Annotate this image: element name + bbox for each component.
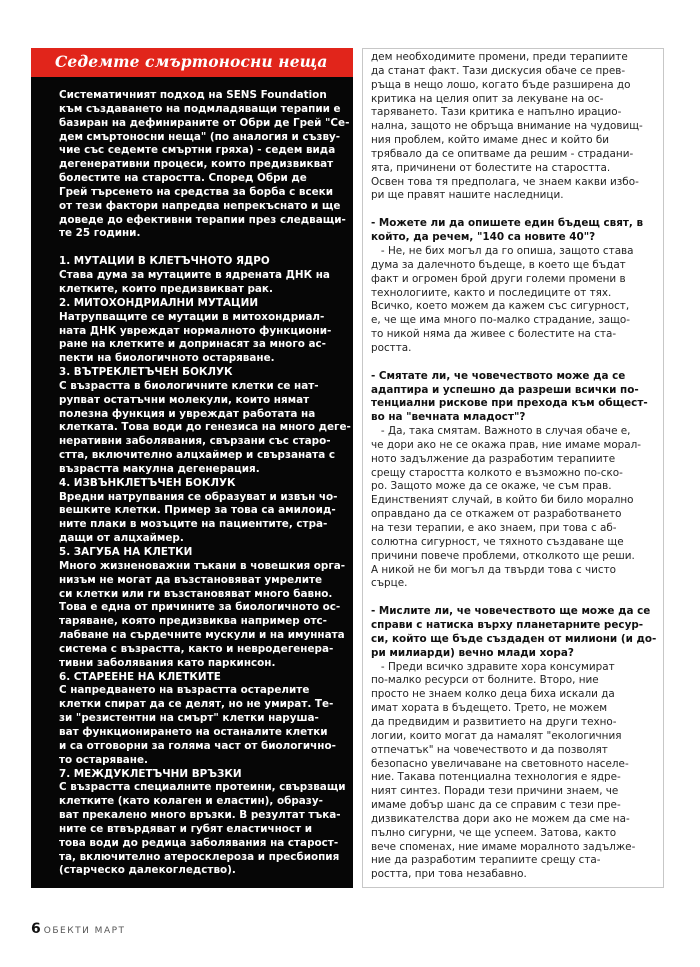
text-line: логии, които могат да намалят "екологичния	[371, 729, 622, 742]
text-line: низъм не могат да възстановяват умрелите	[59, 573, 323, 586]
text-line: е, че ще има много по-малко страдание, защо-	[371, 314, 630, 327]
text-line: ният синтез. Поради тези причини знаем, че	[371, 785, 619, 798]
text-line: ро. Защото може да се окаже, че съм прав.	[371, 480, 612, 493]
text-line: (старческо далекогледство).	[59, 864, 236, 877]
text-line: 1. МУТАЦИИ В КЛЕТЪЧНОТО ЯДРО	[59, 255, 270, 268]
text-line: Вредни натрупвания се образуват и извън чо-	[59, 490, 338, 503]
text-line: дащи от алцхаймер.	[59, 532, 184, 545]
text-line: ростта, при това незабавно.	[371, 868, 527, 881]
text-line: тивни заболявания като паркинсон.	[59, 656, 276, 669]
text-line: Става дума за мутациите в ядрената ДНК на	[59, 269, 330, 282]
text-line: таряването. Тази критика е напълно ирацио-	[371, 106, 622, 119]
question-3	[371, 605, 663, 660]
text-line: клетките (като колаген и еластин), образу-	[59, 795, 323, 808]
text-line: на тези терапии, е ако знаем, при това с аб-	[371, 522, 617, 534]
text-line: тенциални рискове при прехода към общест-	[371, 397, 648, 410]
text-line: А никой не би могъл да твърди това с чисто	[371, 563, 616, 576]
text-line: - Мислите ли, че човечеството ще може да се	[371, 605, 651, 618]
sidebar-title: Седемте смъртоносни неща	[55, 52, 328, 71]
text-line: - Смятате ли, че човечеството може да се	[371, 369, 626, 382]
text-line: да предвидим и развитието на други техно-	[371, 715, 617, 728]
sidebar-body	[59, 89, 351, 878]
text-line: възрастта макулна дегенерация.	[59, 462, 260, 475]
text-line: Систематичният подход на SENS Foundation	[59, 89, 327, 101]
text-line: ние да разработим терапиите срещу ста-	[371, 854, 601, 867]
text-line: ват функционирането на останалите клетки	[59, 725, 328, 738]
text-line: 4. ИЗВЪНКЛЕТЪЧЕН БОКЛУК	[59, 476, 236, 489]
text-line: пекти на биологичното остаряване.	[59, 352, 275, 365]
text-line: - Преди всичко здравите хора консумират	[371, 660, 615, 673]
text-line: 3. ВЪТРЕКЛЕТЪЧЕН БОКЛУК	[59, 366, 233, 379]
text-line: дем необходимите промени, преди терапиите	[371, 51, 628, 63]
text-line: дума за далечното бъдеще, в което ще бъдат	[371, 258, 626, 271]
sidebar-header	[31, 48, 353, 77]
text-line: справи с натиска върху планетарните ресур-	[371, 619, 644, 632]
text-line: рупват остатъчни молекули, които нямат	[59, 393, 310, 406]
question-2	[371, 370, 663, 425]
text-line: ране на клетките и допринасят за много ас-	[59, 338, 326, 351]
text-line: към създаването на подмладяващи терапии е	[59, 102, 341, 115]
text-line: ната ДНК увреждат нормалното функциони-	[59, 324, 332, 337]
interview-body	[371, 51, 663, 882]
question-1	[371, 217, 663, 245]
text-line: да станат факт. Тази дискусия обаче се прев-	[371, 64, 626, 77]
text-line: клетки спират да се делят, но не умират. Те-	[59, 698, 334, 711]
text-line: дем смъртоносни неща" (по аналогия и съзву-	[59, 130, 341, 143]
text-line: ния проблем, който имаме днес и който би	[371, 134, 610, 147]
text-line: стта, включително алцхаймер и свързаната с	[59, 449, 335, 462]
text-line: лабване на сърдечните мускули и на имунната	[59, 629, 345, 642]
text-line: клетката. Това води до генезиса на много деге-	[59, 421, 351, 434]
text-line: пълно сигурни, че ще успеем. Затова, както	[371, 826, 617, 839]
text-line: ните плаки в мозъците на пациентите, стра-	[59, 518, 328, 531]
text-line: 5. ЗАГУБА НА КЛЕТКИ	[59, 546, 193, 558]
text-line: С възрастта в биологичните клетки се нат-	[59, 379, 319, 392]
text-line: базиран на дефинираните от Обри де Грей "Се-	[59, 116, 350, 129]
text-line: вече споменах, ние имаме моралното задълже-	[371, 840, 636, 853]
text-line: Всичко, което можем да кажем със сигурност,	[371, 300, 630, 313]
text-line: то никой няма да живее с болестите на ста-	[371, 328, 617, 341]
text-line: Грей търсенето на средства за борба с всеки	[59, 185, 333, 198]
answer-3	[371, 661, 663, 883]
text-line: болестите на старостта. Според Обри де	[59, 172, 307, 185]
sidebar-intro	[59, 89, 351, 241]
text-line: отпечатък" на човечеството и да позволят	[371, 743, 608, 756]
text-line: си клетки или ги възстановяват много бавно.	[59, 587, 333, 600]
answer-1	[371, 245, 663, 356]
text-line: сърце.	[371, 577, 408, 590]
text-line: ростта.	[371, 341, 412, 354]
text-line: дизвикателства дори ако не можем да сме на-	[371, 812, 630, 825]
text-line: С напредването на възрастта остарелите	[59, 684, 310, 697]
text-line: оправдано да се откажем от разработването	[371, 508, 622, 521]
text-line: 6. СТАРЕЕНЕ НА КЛЕТКИТЕ	[59, 670, 221, 683]
text-line: вешките клетки. Пример за това са амилоид-	[59, 504, 336, 517]
answer-2	[371, 425, 663, 591]
paragraph-continued	[371, 51, 663, 203]
text-line: трябвало да се опитваме да решим - страдани-	[371, 147, 634, 160]
text-line: нална, защото не обръща внимание на чудовищ-	[371, 120, 643, 133]
text-line: ват прекалено много връзки. В резултат тъка-	[59, 809, 341, 822]
text-line: по-малко ресурси от болните. Второ, ние	[371, 674, 599, 687]
text-line: ното задължение да разработим терапиите	[371, 452, 616, 465]
text-line: срещу старостта колкото е възможно по-ско-	[371, 466, 623, 479]
text-line: ните се втвърдяват и губят еластичност и	[59, 822, 313, 835]
text-line: Единственият случай, в който би било морално	[371, 494, 634, 507]
text-line: солютна сигурност, че тяхното създаване ще	[371, 535, 624, 548]
text-line: - Не, не бих могъл да го опиша, защото става	[371, 244, 634, 257]
text-line: - Да, така смятам. Важното в случая обаче е,	[371, 425, 631, 438]
text-line: С възрастта специалните протеини, свързващи	[59, 781, 346, 794]
text-line: ръща в нещо лошо, когато бъде разширена до	[371, 78, 631, 91]
page-footer	[31, 918, 126, 937]
text-line: та, включително атеросклероза и пресбиопия	[59, 850, 340, 863]
text-line: доведе до ефективни терапии през следващи-	[59, 213, 346, 226]
text-line: Много жизненоважни тъкани в човешкия орга-	[59, 559, 346, 572]
text-line: 2. МИТОХОНДРИАЛНИ МУТАЦИИ	[59, 296, 259, 309]
text-line: технологиите, както и последиците от тях.	[371, 286, 612, 299]
text-line: и са отговорни за голяма част от биологично-	[59, 739, 336, 752]
sidebar-list	[59, 255, 351, 878]
text-line: от тези фактори напредва непрекъснато и ще	[59, 199, 341, 212]
text-line: те 25 години.	[59, 227, 141, 240]
text-line: си, който ще бъде създаден от милиони (и до-	[371, 632, 657, 645]
text-line: безопасно увеличаване на световното населе-	[371, 757, 629, 770]
text-line: факт и огромен брой други големи промени в	[371, 272, 626, 285]
text-line: имаме добър шанс да се справим с тези пре-	[371, 799, 621, 812]
text-line: критика на целия опит за лекуване на ос-	[371, 92, 604, 105]
magazine-name: ОБЕКТИ МАРТ	[43, 926, 126, 936]
text-line: ри милиарди) вечно млади хора?	[371, 646, 574, 659]
text-line: ри ще правят нашите наследници.	[371, 189, 564, 202]
text-line: клетките, които предизвикват рак.	[59, 282, 273, 295]
text-line: то остаряване.	[59, 753, 148, 766]
page-number: 6	[31, 921, 41, 937]
text-line: Натрупващите се мутации в митохондриал-	[59, 310, 325, 323]
text-line: това води до редица заболявания на старост-	[59, 836, 339, 849]
text-line: полезна функция и увреждат работата на	[59, 407, 316, 420]
sidebar-box	[31, 48, 353, 888]
text-line: адаптира и успешно да разреши всички по-	[371, 383, 639, 396]
text-line: чие със седемте смъртни гряха) - седем вида	[59, 144, 336, 157]
text-line: во на "вечната младост"?	[371, 411, 526, 424]
text-line: просто не знаем колко деца биха искали да	[371, 688, 615, 701]
text-line: таряване, която предизвиква например отс-	[59, 615, 327, 628]
text-line: 7. МЕЖДУКЛЕТЪЧНИ ВРЪЗКИ	[59, 767, 242, 780]
text-line: Освен това тя предполага, че знаем какви избо-	[371, 175, 639, 188]
text-line: имат хората в бъдещето. Трето, не можем	[371, 702, 608, 715]
text-line: - Можете ли да опишете един бъдещ свят, в	[371, 217, 644, 230]
text-line: зи "резистентни на смърт" клетки наруша-	[59, 712, 319, 725]
text-line: ята, причинени от болестите на старостта.	[371, 161, 611, 174]
interview-column	[362, 48, 664, 888]
text-line: дегенеративни процеси, които предизвикват	[59, 158, 334, 171]
text-line: система с възрастта, както и невродегенера-	[59, 642, 334, 655]
text-line: че дори ако не се окажа прав, ние имаме морал-	[371, 438, 642, 451]
text-line: причини повече проблеми, отколкото ще реши.	[371, 549, 635, 562]
text-line: ние. Такава потенциална технология е ядре-	[371, 771, 621, 784]
text-line: който, да речем, "140 са новите 40"?	[371, 231, 596, 244]
text-line: неративни заболявания, свързани със старо-	[59, 435, 331, 448]
text-line: Това е една от причините за биологичното ос-	[59, 601, 341, 614]
